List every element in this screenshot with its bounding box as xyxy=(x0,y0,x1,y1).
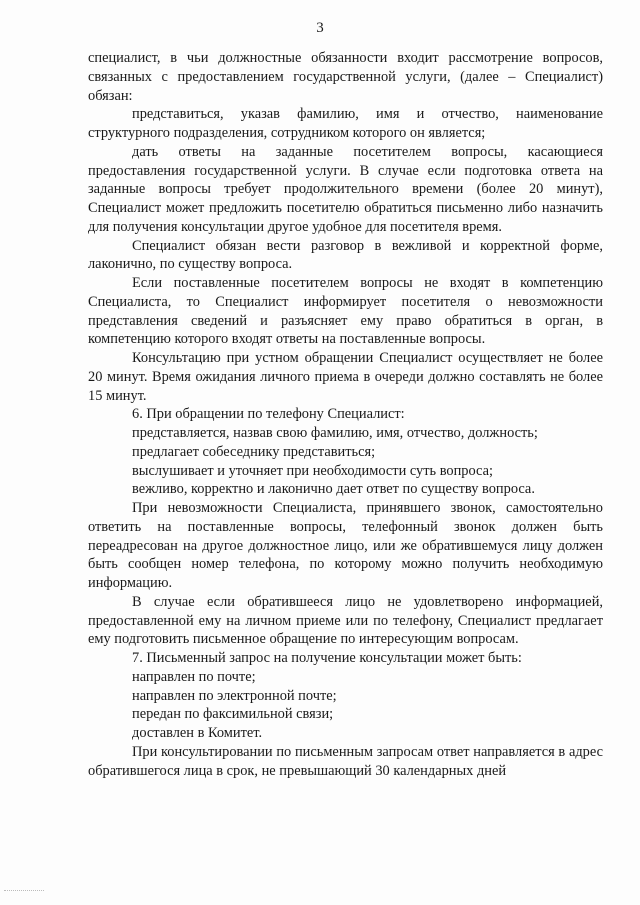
page-number: 3 xyxy=(316,20,324,36)
paragraph: Консультацию при устном обращении Специалист осуществляет не более 20 минут. Время ожидания личного приема в очереди должно составлять не более 15 минут. xyxy=(88,350,603,404)
paragraph: Если поставленные посетителем вопросы не входят в компетенцию Специалиста, то Специалист информирует посетителя о невозможности представления сведений и разъясняет ему право обратиться в орган, в компетенцию которого входят ответы на поставленные вопросы. xyxy=(88,275,603,348)
paragraph: Специалист обязан вести разговор в вежливой и корректной форме, лаконично, по существу вопроса. xyxy=(88,237,603,273)
list-item: направлен по почте; xyxy=(132,668,256,685)
section-heading: 6. При обращении по телефону Специалист: xyxy=(132,406,405,423)
paragraph: При невозможности Специалиста, принявшего звонок, самостоятельно ответить на поставленные вопросы, телефонный звонок должен быть переадресован на другое должностное лицо, или же обратившемуся лицу должен быть сообщен номер телефона, по которому можно получить необходимую информацию. xyxy=(88,500,603,591)
list-item: доставлен в Комитет. xyxy=(132,725,263,741)
paragraph: специалист, в чьи должностные обязанности входит рассмотрение вопросов, связанных с предоставлением государственной услуги, (далее – Специалист) обязан: xyxy=(88,50,603,104)
paragraph: дать ответы на заданные посетителем вопросы, касающиеся предоставления государственной услуги. В случае если подготовка ответа на заданные вопросы требует продолжительного времени (более 20 минут), Специалист может предложить посетителю обратиться письменно либо назначить для получения консультации другое удобное для посетителя время. xyxy=(88,143,603,235)
list-item: вежливо, корректно и лаконично дает ответ по существу вопроса. xyxy=(132,481,535,498)
list-item: передан по факсимильной связи; xyxy=(132,706,334,723)
paragraph: представиться, указав фамилию, имя и отчество, наименование структурного подразделения, сотрудником которого он является; xyxy=(88,106,603,141)
paragraph: В случае если обратившееся лицо не удовлетворено информацией, предоставленной ему на личном приеме или по телефону, Специалист предлагает ему подготовить письменное обращение по интересующим вопросам. xyxy=(88,593,603,648)
list-item: выслушивает и уточняет при необходимости суть вопроса; xyxy=(132,462,493,479)
list-item: представляется, назвав свою фамилию, имя, отчество, должность; xyxy=(132,425,538,441)
list-item: направлен по электронной почте; xyxy=(132,687,337,704)
document-body xyxy=(88,49,603,780)
list-item: предлагает собеседнику представиться; xyxy=(132,443,376,460)
section-heading: 7. Письменный запрос на получение консультации может быть: xyxy=(132,650,522,666)
paragraph: При консультировании по письменным запросам ответ направляется в адрес обратившегося лица в срок, не превышающий 30 календарных дней xyxy=(88,743,603,779)
scan-edge-mark xyxy=(4,890,44,893)
